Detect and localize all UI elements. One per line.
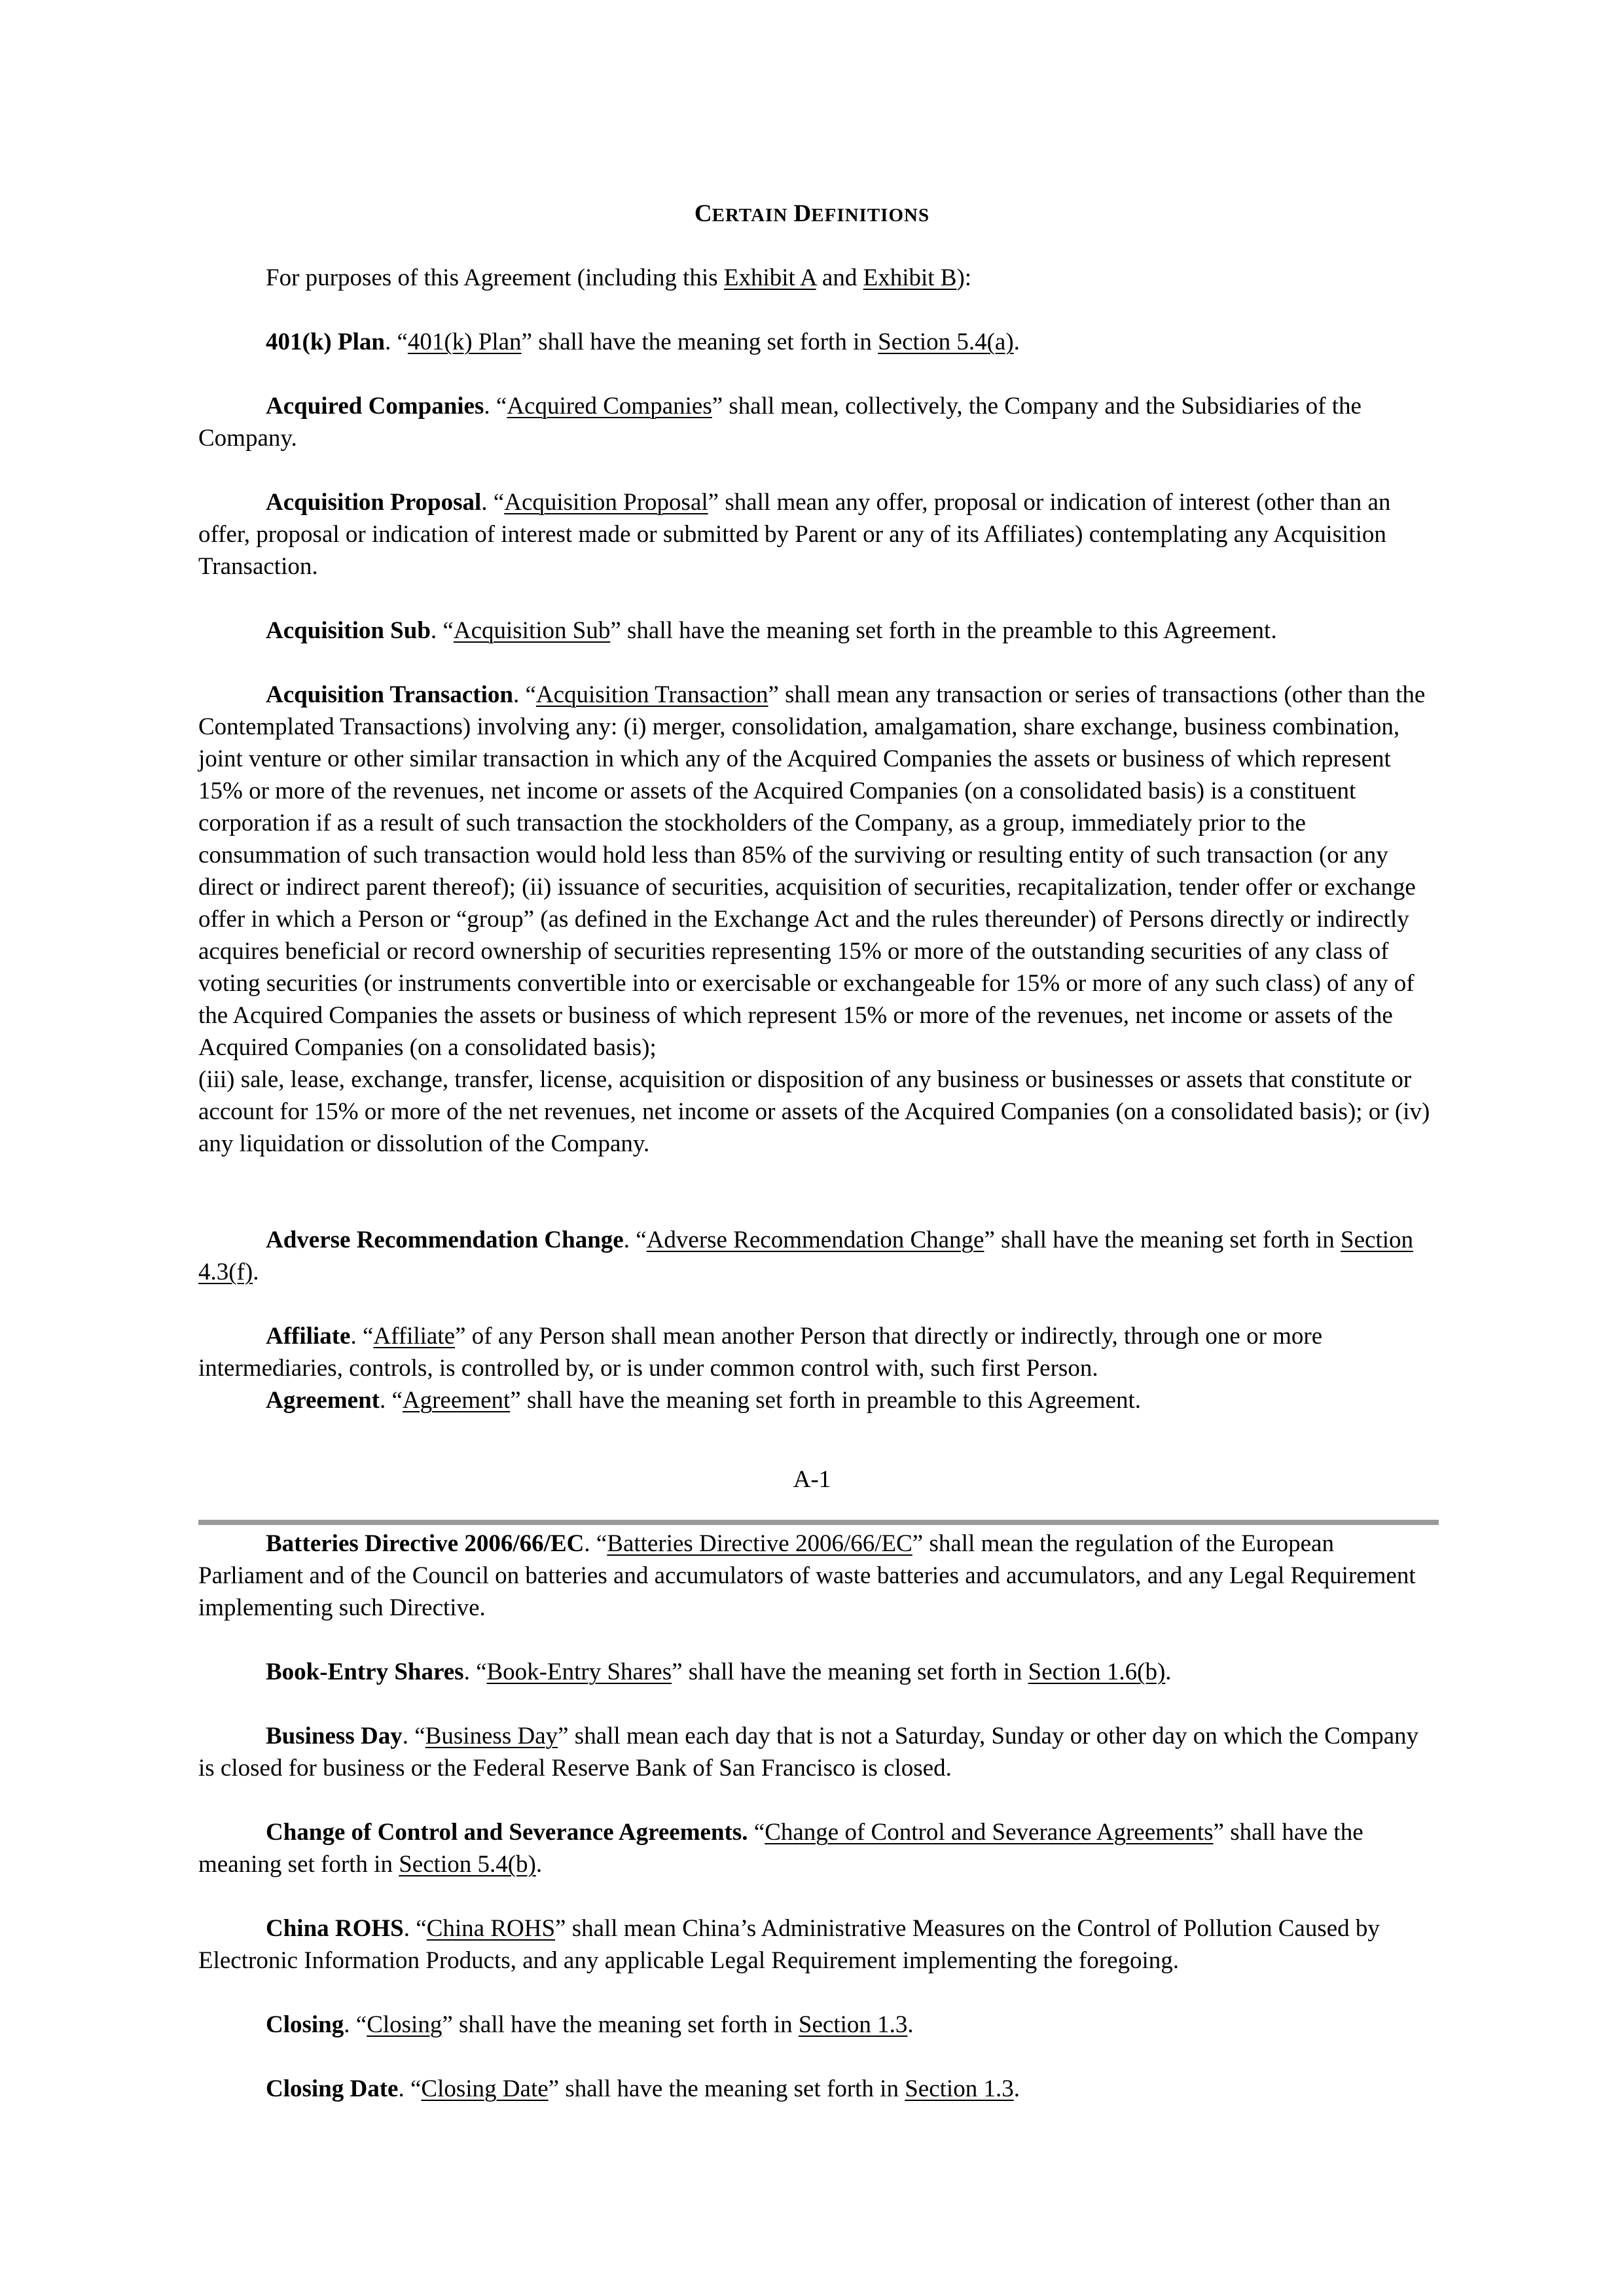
exhibit-b-link[interactable]: Exhibit B [863, 264, 957, 291]
definition-term: Acquisition Sub [266, 617, 431, 644]
definition-term: Acquisition Proposal [266, 489, 482, 516]
defined-term: Business Day [425, 1723, 558, 1749]
definition-book-entry-shares: Book-Entry Shares. “Book-Entry Shares” shall have the meaning set forth in Section 1.6(b). [266, 1659, 1172, 1685]
defined-term: Book-Entry Shares [486, 1659, 672, 1685]
definition-term: Affiliate [266, 1323, 351, 1350]
defined-term: China ROHS [426, 1915, 556, 1942]
definition-acquisition-sub: Acquisition Sub. “Acquisition Sub” shall have the meaning set forth in the preamble to this Agreement. [266, 617, 1277, 644]
definition-continuation: (iii) sale, lease, exchange, transfer, license, acquisition or disposition of any business or businesses or assets that constitute or account for 15% or more of the net revenues, net income or assets of the Acquired Companies (on a consolidated basis); or (iv) any liquidation or dissolution of the Company. [198, 1066, 1430, 1157]
section-reference-link[interactable]: Section 5.4(b) [399, 1851, 536, 1878]
definition-acquired-companies: Acquired Companies. “Acquired Companies” shall mean, collectively, the Company and the Subsidiaries of the Company. [198, 393, 1362, 452]
definition-term: 401(k) Plan [266, 329, 385, 355]
defined-term: 401(k) Plan [407, 329, 522, 355]
definition-term: Adverse Recommendation Change [266, 1227, 624, 1253]
title-word: ERTAIN [712, 205, 788, 226]
title-word: EFINITIONS [811, 205, 930, 226]
definition-affiliate: Affiliate. “Affiliate” of any Person shall mean another Person that directly or indirectly, through one or more intermediaries, controls, is controlled by, or is under common control with, such first Person. [198, 1323, 1323, 1382]
definition-term: Closing [266, 2011, 344, 2038]
intro-paragraph: For purposes of this Agreement (including this Exhibit A and Exhibit B): [266, 264, 972, 291]
section-reference-link[interactable]: Section 4.3(f) [198, 1227, 1414, 1285]
definition-term: Change of Control and Severance Agreements. [266, 1819, 748, 1846]
exhibit-a-link[interactable]: Exhibit A [723, 264, 816, 291]
definition-china-rohs: China ROHS. “China ROHS” shall mean China’s Administrative Measures on the Control of Pollution Caused by Electronic Information Products, and any applicable Legal Requirement implementing the foregoing. [198, 1915, 1380, 1974]
defined-term: Acquisition Transaction [535, 681, 768, 708]
definition-401k-plan: 401(k) Plan. “401(k) Plan” shall have the meaning set forth in Section 5.4(a). [266, 329, 1020, 355]
definition-batteries-directive: Batteries Directive 2006/66/EC. “Batteries Directive 2006/66/EC” shall mean the regulation of the European Parliament and of the Council on batteries and accumulators of waste batteries and accumulators, and any Legal Requirement implementing such Directive. [198, 1530, 1416, 1621]
definition-closing-date: Closing Date. “Closing Date” shall have the meaning set forth in Section 1.3. [266, 2075, 1020, 2102]
defined-term: Closing Date [421, 2075, 549, 2102]
defined-term: Acquisition Proposal [504, 489, 708, 516]
page-number: A-1 [793, 1466, 831, 1493]
defined-term: Adverse Recommendation Change [646, 1227, 984, 1253]
definition-closing: Closing. “Closing” shall have the meaning set forth in Section 1.3. [266, 2011, 914, 2038]
definition-adverse-recommendation-change: Adverse Recommendation Change. “Adverse Recommendation Change” shall have the meaning set forth in Section 4.3(f). [198, 1227, 1414, 1285]
defined-term: Batteries Directive 2006/66/EC [607, 1530, 912, 1557]
defined-term: Closing [367, 2011, 442, 2038]
defined-term: Acquired Companies [507, 393, 712, 420]
page-title [0, 198, 1624, 232]
definition-term: Business Day [266, 1723, 403, 1749]
definition-term: Agreement [266, 1387, 380, 1414]
title-initial: C [694, 200, 712, 227]
definition-term: Acquired Companies [266, 393, 484, 420]
definition-term: Closing Date [266, 2075, 399, 2102]
definition-term: Book-Entry Shares [266, 1659, 464, 1685]
definition-term: China ROHS [266, 1915, 404, 1942]
definition-acquisition-transaction: Acquisition Transaction. “Acquisition Transaction” shall mean any transaction or series of transactions (other than the Contemplated Transactions) involving any: (i) merger, consolidation, amalgamation, share exchange, business combination, joint venture or other similar transaction in which any of the Acquired Companies the assets or business of which represent 15% or more of the revenues, net income or assets of the Acquired Companies (on a consolidated basis) is a constituent corporation if as a result of such transaction the stockholders of the Company, as a group, immediately prior to the consummation of such transaction would hold less than 85% of the surviving or resulting entity of such transaction (or any direct or indirect parent thereof); (ii) issuance of securities, acquisition of securities, recapitalization, tender offer or exchange offer in which a Person or “group” (as defined in the Exchange Act and the rules thereunder) of Persons directly or indirectly acquires beneficial or record ownership of securities representing 15% or more of the outstanding securities of any class of voting securities (or instruments convertible into or exercisable or exchangeable for 15% or more of any such class) of any of the Acquired Companies the assets or business of which represent 15% or more of the revenues, net income or assets of the Acquired Companies (on a consolidated basis); (iii) sale, lease, exchange, transfer, license, acquisition or disposition of any business or businesses or assets that constitute or account for 15% or more of the net revenues, net income or assets of the Acquired Companies (on a consolidated basis); or (iv) any liquidation or dissolution of the Company. [198, 679, 1439, 1160]
definition-acquisition-proposal: Acquisition Proposal. “Acquisition Proposal” shall mean any offer, proposal or indication of interest (other than an offer, proposal or indication of interest made or submitted by Parent or any of its Affiliates) contemplating any Acquisition Transaction. [198, 489, 1391, 580]
definition-agreement: Agreement. “Agreement” shall have the meaning set forth in preamble to this Agreement. [266, 1387, 1142, 1414]
title-initial: D [793, 200, 812, 227]
defined-term: Affiliate [373, 1323, 456, 1350]
section-reference-link[interactable]: Section 1.3 [798, 2011, 908, 2038]
defined-term: Change of Control and Severance Agreements [765, 1819, 1214, 1846]
section-reference-link[interactable]: Section 5.4(a) [878, 329, 1014, 355]
page-break-divider [198, 1520, 1439, 1525]
section-reference-link[interactable]: Section 1.3 [905, 2075, 1014, 2102]
section-reference-link[interactable]: Section 1.6(b) [1028, 1659, 1166, 1685]
definition-change-of-control: Change of Control and Severance Agreements. “Change of Control and Severance Agreements” shall have the meaning set forth in Section 5.4(b). [198, 1819, 1363, 1878]
defined-term: Agreement [402, 1387, 511, 1414]
definition-business-day: Business Day. “Business Day” shall mean each day that is not a Saturday, Sunday or other day on which the Company is closed for business or the Federal Reserve Bank of San Francisco is closed. [198, 1723, 1418, 1782]
definition-term: Acquisition Transaction [266, 681, 513, 708]
defined-term: Acquisition Sub [453, 617, 611, 644]
definition-term: Batteries Directive 2006/66/EC [266, 1530, 585, 1557]
